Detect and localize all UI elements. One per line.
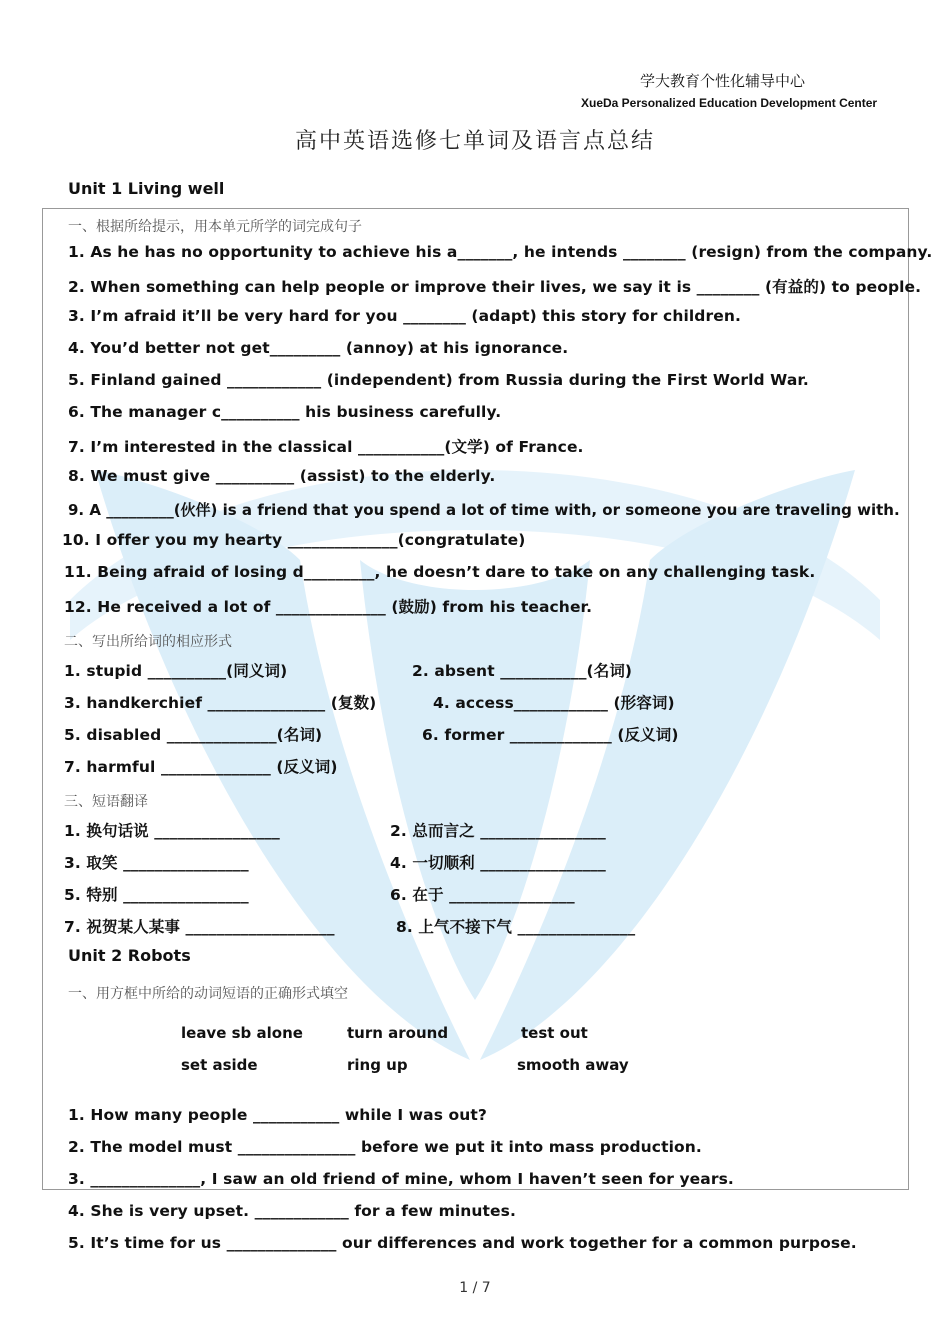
translation-item: 6. 在于 ________________ <box>390 886 575 904</box>
translation-item: 2. 总而言之 ________________ <box>390 822 606 840</box>
org-name-en: XueDa Personalized Education Development Center <box>581 96 878 110</box>
word-form-item: 3. handkerchief _______________ (复数) <box>64 694 377 712</box>
unit2-heading: Unit 2 Robots <box>68 946 191 965</box>
question-item: 2. When something can help people or improve their lives, we say it is ________ (有益的) to people. <box>68 278 922 296</box>
page-title: 高中英语选修七单词及语言点总结 <box>294 129 655 154</box>
question-item: 2. The model must _______________ before we put it into mass production. <box>68 1138 702 1156</box>
phrase-option: test out <box>521 1024 588 1042</box>
question-item: 9. A _________(伙伴) is a friend that you spend a lot of time with, or someone you are traveling with. <box>68 501 900 519</box>
question-item: 5. Finland gained ____________ (independent) from Russia during the First World War. <box>68 371 809 389</box>
section-title: 二、写出所给词的相应形式 <box>64 634 232 650</box>
translation-item: 5. 特别 ________________ <box>64 886 249 904</box>
question-item: 7. I’m interested in the classical ___________(文学) of France. <box>68 438 584 456</box>
org-name-cn: 学大教育个性化辅导中心 <box>640 72 806 90</box>
question-item: 12. He received a lot of ______________ (鼓励) from his teacher. <box>64 598 593 616</box>
section-title: 三、短语翻译 <box>64 794 148 810</box>
phrase-option: ring up <box>347 1056 408 1074</box>
page-number: 1 / 7 <box>459 1280 491 1296</box>
word-form-item: 5. disabled ______________(名词) <box>64 726 323 744</box>
phrase-option: set aside <box>181 1056 258 1074</box>
question-item: 3. ______________, I saw an old friend of mine, whom I haven’t seen for years. <box>68 1170 734 1188</box>
question-item: 1. As he has no opportunity to achieve his a_______, he intends ________ (resign) from the company. <box>68 243 933 261</box>
question-item: 1. How many people ___________ while I was out? <box>68 1106 488 1124</box>
question-item: 10. I offer you my hearty ______________(congratulate) <box>62 531 526 549</box>
translation-item: 8. 上气不接下气 _______________ <box>396 918 636 936</box>
phrase-option: smooth away <box>517 1056 629 1074</box>
word-form-item: 6. former _____________ (反义词) <box>422 726 679 744</box>
unit1-heading: Unit 1 Living well <box>68 179 225 198</box>
phrase-option: leave sb alone <box>181 1024 303 1042</box>
section-title: 一、根据所给提示，用本单元所学的词完成句子 <box>68 219 362 235</box>
question-item: 5. It’s time for us ______________ our differences and work together for a common purpose. <box>68 1234 857 1252</box>
translation-item: 7. 祝贺某人某事 ___________________ <box>64 918 335 936</box>
word-form-item: 2. absent ___________(名词) <box>412 662 633 680</box>
question-item: 8. We must give __________ (assist) to the elderly. <box>68 467 496 485</box>
word-form-item: 4. access____________ (形容词) <box>433 694 675 712</box>
translation-item: 3. 取笑 ________________ <box>64 854 249 872</box>
translation-item: 4. 一切顺利 ________________ <box>390 854 606 872</box>
question-item: 6. The manager c__________ his business carefully. <box>68 403 502 421</box>
question-item: 11. Being afraid of losing d_________, he doesn’t dare to take on any challenging task. <box>64 563 816 581</box>
word-form-item: 1. stupid __________(同义词) <box>64 662 288 680</box>
translation-item: 1. 换句话说 ________________ <box>64 822 280 840</box>
question-item: 4. You’d better not get_________ (annoy) at his ignorance. <box>68 339 569 357</box>
phrase-option: turn around <box>347 1024 449 1042</box>
question-item: 3. I’m afraid it’ll be very hard for you ________ (adapt) this story for children. <box>68 307 741 325</box>
question-item: 4. She is very upset. ____________ for a few minutes. <box>68 1202 516 1220</box>
word-form-item: 7. harmful ______________ (反义词) <box>64 758 338 776</box>
section-title: 一、用方框中所给的动词短语的正确形式填空 <box>68 986 348 1002</box>
